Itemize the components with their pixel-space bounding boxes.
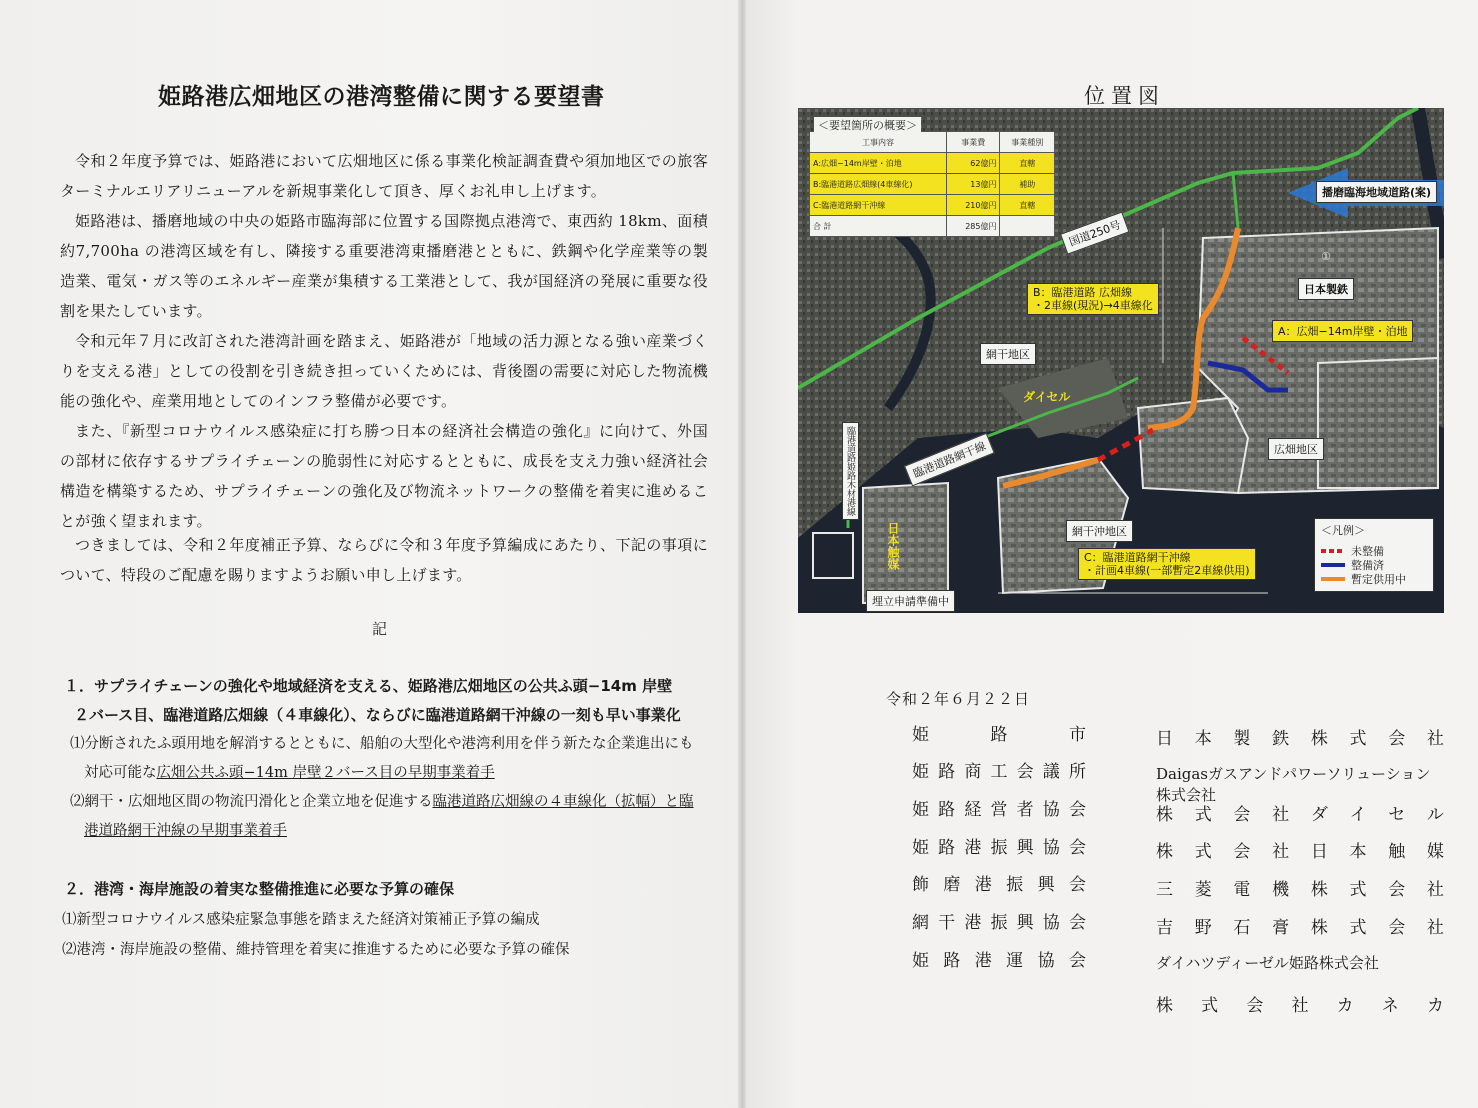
aboshi-district-label: 網干地区 — [980, 343, 1036, 365]
org-char: 路 — [938, 800, 956, 820]
org-char: 鉄 — [1272, 729, 1290, 749]
left-organization — [912, 795, 1086, 820]
org-char: 会 — [1068, 800, 1086, 820]
org-char: カ — [1336, 996, 1354, 1016]
org-char: 本 — [1349, 842, 1367, 862]
org-char: 振 — [990, 913, 1008, 933]
org-char: ダ — [1310, 805, 1328, 825]
org-char: 電 — [1233, 880, 1251, 900]
legend-item-provisional — [1321, 571, 1406, 587]
org-char: 飾 — [912, 875, 929, 895]
org-char: 経 — [964, 800, 982, 820]
legend-swatch — [1321, 549, 1345, 553]
right-organization — [1156, 800, 1444, 825]
org-char: 株 — [1156, 842, 1173, 862]
org-char: 株 — [1310, 880, 1328, 900]
org-char: 協 — [1037, 951, 1055, 971]
left-organization — [912, 757, 1086, 782]
org-char: 協 — [1042, 838, 1060, 858]
aboshi-road-label: 臨港道路網干線 — [904, 433, 995, 487]
table-cell: 13億円 — [947, 174, 1000, 195]
org-char: 路 — [938, 838, 956, 858]
paragraph-1: 令和２年度予算では、姫路港において広畑地区に係る事業化検証調査費や須加地区での旅客ターミナルエリアリニューアルを新規事業化して頂き、厚くお礼申し上げます。 — [60, 152, 708, 200]
org-char: 会 — [1233, 805, 1251, 825]
nippon-shokubai-label: 日本触媒 — [886, 522, 900, 570]
org-char: 本 — [1194, 729, 1212, 749]
org-char: 会 — [1388, 918, 1406, 938]
legend-swatch — [1321, 563, 1345, 567]
item1-sub1-prefix: 対応可能な — [84, 765, 157, 781]
table-cell: B:臨港道路広畑線(4車線化) — [810, 174, 947, 195]
left-organization — [912, 870, 1086, 895]
item2-sub1: ⑴新型コロナウイルス感染症緊急事態を踏まえた経済対策補正予算の編成 — [62, 912, 540, 928]
org-char: 式 — [1194, 842, 1212, 862]
org-char: 製 — [1233, 729, 1251, 749]
org-char: 会 — [1388, 729, 1406, 749]
org-char: 日 — [1310, 842, 1328, 862]
org-char: 株 — [1156, 805, 1173, 825]
org-char: 式 — [1349, 880, 1367, 900]
table-caption: ＜要望箇所の概要＞ — [814, 117, 921, 133]
org-char: 式 — [1349, 918, 1367, 938]
item1-sub1-line2 — [84, 759, 495, 788]
org-char: 姫 — [912, 800, 929, 820]
org-char: 路 — [943, 951, 961, 971]
table-cell: 直轄 — [1000, 195, 1055, 216]
org-char: 干 — [938, 913, 956, 933]
org-char: 社 — [1426, 880, 1444, 900]
org-char: 石 — [1233, 918, 1251, 938]
org-char: 社 — [1291, 996, 1309, 1016]
org-char: セ — [1388, 805, 1406, 825]
org-char: ダイハツディーゼル姫路株式会社 — [1156, 954, 1379, 972]
org-char: 会 — [1246, 996, 1264, 1016]
org-char: 野 — [1194, 918, 1212, 938]
harima-road-label: 播磨臨海地域道路(案) — [1316, 181, 1437, 203]
legend-label: 暫定供用中 — [1351, 573, 1406, 586]
hirohata-east-area — [1318, 358, 1438, 488]
item1-sub2-line1 — [70, 788, 694, 817]
org-char: 港 — [974, 951, 992, 971]
org-char: 運 — [1006, 951, 1024, 971]
org-char: 株 — [1310, 918, 1328, 938]
org-char: 路 — [990, 725, 1008, 745]
item1-sub2-line2: 港道路網干沖線の早期事業着手 — [84, 823, 287, 839]
right-organization — [1156, 991, 1444, 1016]
table-cell: 補助 — [1000, 174, 1055, 195]
org-char: 株 — [1156, 996, 1173, 1016]
org-char: 興 — [1016, 913, 1034, 933]
ki-heading: 記 — [372, 620, 388, 638]
org-char: 社 — [1426, 729, 1444, 749]
org-char: 式 — [1194, 805, 1212, 825]
route-c-label-line2: ・計画4車線(一部暫定2車線供用) — [1084, 564, 1250, 577]
map-title: 位置図 — [1084, 84, 1165, 108]
table-cell: 210億円 — [947, 195, 1000, 216]
reclaim-label: 埋立申請準備中 — [866, 590, 955, 612]
table-cell — [1000, 216, 1055, 237]
left-organization — [912, 946, 1086, 971]
berth-a-label: A：広畑−14m岸壁・泊地 — [1272, 320, 1413, 342]
table-cell: C:臨港道路網干沖線 — [810, 195, 947, 216]
org-char: 会 — [1388, 880, 1406, 900]
table-cell: 直轄 — [1000, 153, 1055, 174]
vertical-road-label: 臨港道路姫路木材港線 — [842, 422, 859, 520]
org-char: 協 — [1042, 913, 1060, 933]
hirohata-district-label: 広畑地区 — [1268, 438, 1324, 460]
org-char: 営 — [990, 800, 1008, 820]
org-char: 機 — [1272, 880, 1290, 900]
org-char: 磨 — [943, 875, 961, 895]
org-char: 会 — [1068, 951, 1086, 971]
org-char: 興 — [1016, 838, 1034, 858]
table-header-cell: 事業種別 — [1000, 132, 1055, 153]
org-char: 商 — [964, 762, 982, 782]
nippon-steel-label: 日本製鉄 — [1298, 278, 1354, 300]
org-char: 媒 — [1426, 842, 1444, 862]
right-organization — [1156, 913, 1444, 938]
map-legend — [1314, 518, 1434, 592]
org-char: 会 — [1068, 875, 1086, 895]
table-cell: 62億円 — [947, 153, 1000, 174]
legend-title: ＜凡例＞ — [1321, 524, 1365, 537]
table-row — [810, 174, 1055, 195]
org-char: 振 — [1006, 875, 1024, 895]
org-char: 触 — [1388, 842, 1406, 862]
request-summary-table — [809, 131, 1055, 237]
right-organization — [1156, 724, 1444, 749]
table-header-cell: 工事内容 — [810, 132, 947, 153]
route-c-label-line1: C：臨港道路網干沖線 — [1084, 551, 1191, 564]
right-organization — [1156, 837, 1444, 862]
right-organization — [1156, 875, 1444, 900]
org-char: 会 — [1016, 762, 1034, 782]
org-char: 港 — [974, 875, 992, 895]
route-b-label-line1: B：臨港道路 広畑線 — [1033, 286, 1133, 299]
table-header-cell: 事業費 — [947, 132, 1000, 153]
org-char: 日 — [1156, 729, 1173, 749]
org-char: 議 — [1042, 762, 1060, 782]
right-organization — [1156, 763, 1444, 805]
item1-sub1-underlined: 広畑公共ふ頭−14m 岸壁２バース目の早期事業着手 — [156, 765, 495, 781]
table-cell: 285億円 — [947, 216, 1000, 237]
table-cell: A:広畑−14m岸壁・泊地 — [810, 153, 947, 174]
org-char: カ — [1426, 996, 1444, 1016]
table-row — [810, 195, 1055, 216]
paragraph-4: また、『新型コロナウイルス感染症に打ち勝つ日本の経済社会構造の強化』に向けて、外国の部材に依存するサプライチェーンの脆弱性に対応するとともに、成長を支え力強い経済社会構造を構築するため、サプライチェーンの強化及び物流ネットワークの整備を着実に進めることが強く望まれます。 — [60, 422, 708, 530]
route-c-label — [1078, 548, 1256, 580]
table-row — [810, 153, 1055, 174]
item1-heading-line1: １．サプライチェーンの強化や地域経済を支える、姫路港広畑地区の公共ふ頭−14m 岸壁 — [64, 677, 673, 695]
org-char: 港 — [964, 913, 982, 933]
page-fold — [738, 0, 746, 1108]
org-char: 吉 — [1156, 918, 1173, 938]
org-char: 工 — [990, 762, 1008, 782]
org-char: 会 — [1068, 838, 1086, 858]
org-char: 協 — [1042, 800, 1060, 820]
route-b-label — [1027, 283, 1159, 315]
route-b-label-line2: ・2車線(現況)→4車線化 — [1033, 299, 1153, 312]
org-char: 興 — [1037, 875, 1055, 895]
table-total-row — [810, 216, 1055, 237]
org-char: 港 — [964, 838, 982, 858]
document-date: 令和２年６月２２日 — [886, 690, 1031, 708]
org-char: ネ — [1381, 996, 1399, 1016]
item2-sub2: ⑵港湾・海岸施設の整備、維持管理を着実に推進するために必要な予算の確保 — [62, 942, 570, 958]
item1-sub1-line1: ⑴分断されたふ頭用地を解消するとともに、船舶の大型化や港湾利用を伴う新たな企業進出にも — [70, 736, 694, 752]
circle-one-label: ① — [1321, 250, 1331, 263]
org-char: Daigasガスアンドパワーソリューション株式会社 — [1156, 765, 1431, 804]
org-char: ル — [1426, 805, 1444, 825]
org-char: 式 — [1201, 996, 1219, 1016]
org-char: 振 — [990, 838, 1008, 858]
paragraph-3: 令和元年７月に改訂された港湾計画を踏まえ、姫路港が「地域の活力源となる強い産業づくりを支える港」としての役割を引き続き担っていくためには、背後圏の需要に対応した物流機能の強化や、産業用地としてのインフラ整備が必要です。 — [60, 332, 708, 410]
left-organization — [912, 720, 1086, 745]
route-250-label: 国道250号 — [1060, 211, 1130, 254]
aboshi-oki-label: 網干沖地区 — [1066, 520, 1133, 542]
org-char: 社 — [1272, 842, 1290, 862]
table-header-row — [810, 132, 1055, 153]
org-char: 所 — [1068, 762, 1086, 782]
table-cell: 合 計 — [810, 216, 947, 237]
org-char: 姫 — [912, 951, 929, 971]
legend-label: 未整備 — [1351, 545, 1384, 558]
item1-heading-line2: ２バース目、臨港道路広畑線（４車線化）、ならびに臨港道路網干沖線の一刻も早い事業化 — [74, 706, 681, 724]
legend-label: 整備済 — [1351, 559, 1384, 572]
org-char: 姫 — [912, 762, 929, 782]
org-char: 市 — [1069, 725, 1086, 745]
item1-sub2-prefix: ⑵網干・広畑地区間の物流円滑化と企業立地を促進する — [70, 794, 433, 810]
org-char: 膏 — [1272, 918, 1290, 938]
org-char: 社 — [1272, 805, 1290, 825]
item1-sub2-underlined: 臨港道路広畑線の４車線化（拡幅）と臨 — [432, 794, 694, 810]
daicel-label: ダイセル — [1023, 390, 1071, 404]
org-char: 会 — [1068, 913, 1086, 933]
org-char: 網 — [912, 913, 929, 933]
org-char: 式 — [1349, 729, 1367, 749]
item2-heading: ２．港湾・海岸施設の着実な整備推進に必要な予算の確保 — [64, 880, 455, 898]
org-char: 菱 — [1194, 880, 1212, 900]
paragraph-5: つきましては、令和２年度補正予算、ならびに令和３年度予算編成にあたり、下記の事項について、特段のご配慮を賜りますようお願い申し上げます。 — [60, 536, 708, 584]
org-char: 姫 — [912, 725, 929, 745]
left-organization — [912, 833, 1086, 858]
reclaim-area — [813, 533, 853, 578]
org-char: 三 — [1156, 880, 1173, 900]
org-char: 会 — [1233, 842, 1251, 862]
legend-swatch — [1321, 577, 1345, 581]
org-char: 者 — [1016, 800, 1034, 820]
org-char: イ — [1349, 805, 1367, 825]
org-char: 路 — [938, 762, 956, 782]
left-organization — [912, 908, 1086, 933]
paragraph-2: 姫路港は、播磨地域の中央の姫路市臨海部に位置する国際拠点港湾で、東西約 18km、面積約7,700ha の港湾区域を有し、隣接する重要港湾東播磨港とともに、鉄鋼や化学産業等の製造業、電気・ガス等のエネルギー産業が集積する工業港として、我が国経済の発展に重要な役割を果たしています。 — [60, 212, 708, 320]
org-char: 社 — [1426, 918, 1444, 938]
document-title: 姫路港広畑地区の港湾整備に関する要望書 — [158, 84, 605, 110]
org-char: 株 — [1310, 729, 1328, 749]
right-organization — [1156, 952, 1444, 973]
org-char: 姫 — [912, 838, 929, 858]
